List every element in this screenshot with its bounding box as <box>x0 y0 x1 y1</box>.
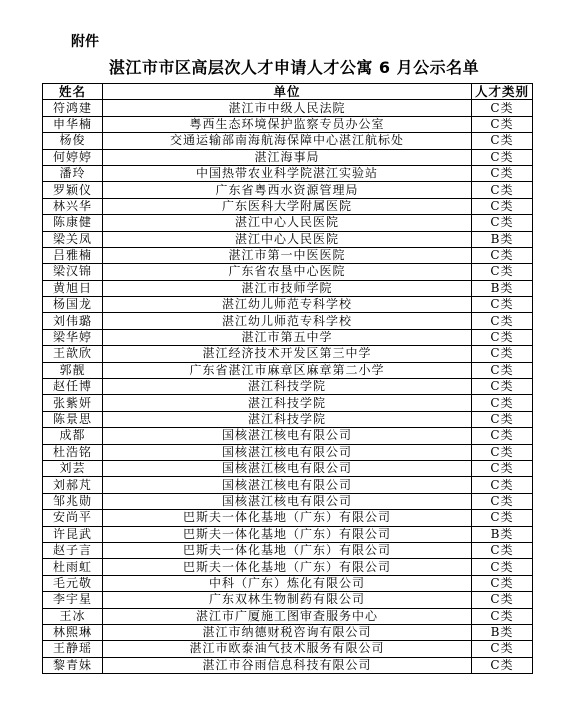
table-row <box>43 182 533 198</box>
category-cell: C类 <box>472 510 533 526</box>
category-cell: C类 <box>472 247 533 263</box>
unit-cell: 湛江中心人民医院 <box>103 215 472 231</box>
table-row <box>43 297 533 313</box>
category-cell: C类 <box>472 411 533 427</box>
unit-cell: 湛江幼儿师范专科学校 <box>103 313 472 329</box>
name-cell: 罗颖仪 <box>43 182 103 198</box>
table-row <box>43 477 533 493</box>
unit-cell: 国核湛江核电有限公司 <box>103 477 472 493</box>
table-row <box>43 280 533 296</box>
table-row <box>43 264 533 280</box>
name-cell: 黎青妹 <box>43 657 103 673</box>
name-cell: 张紫妍 <box>43 395 103 411</box>
unit-cell: 巴斯夫一体化基地（广东）有限公司 <box>103 559 472 575</box>
unit-cell: 湛江海事局 <box>103 149 472 165</box>
category-cell: C类 <box>472 133 533 149</box>
name-cell: 陈景思 <box>43 411 103 427</box>
unit-cell: 湛江经济技术开发区第三中学 <box>103 346 472 362</box>
table-row <box>43 411 533 427</box>
category-cell: C类 <box>472 116 533 132</box>
table-header-row <box>43 84 533 100</box>
table-row <box>43 542 533 558</box>
unit-cell: 交通运输部南海航海保障中心湛江航标处 <box>103 133 472 149</box>
table-row <box>43 100 533 116</box>
name-cell: 林熙琳 <box>43 624 103 640</box>
unit-cell: 广东省粤西水资源管理局 <box>103 182 472 198</box>
name-cell: 杨俊 <box>43 133 103 149</box>
category-cell: C类 <box>472 215 533 231</box>
name-cell: 杨国龙 <box>43 297 103 313</box>
name-cell: 陈康健 <box>43 215 103 231</box>
category-cell: C类 <box>472 362 533 378</box>
category-cell: C类 <box>472 165 533 181</box>
category-cell: B类 <box>472 526 533 542</box>
table-row <box>43 624 533 640</box>
table-row <box>43 428 533 444</box>
table-row <box>43 247 533 263</box>
name-cell: 杜浩铭 <box>43 444 103 460</box>
name-cell: 成都 <box>43 428 103 444</box>
table-row <box>43 608 533 624</box>
category-cell: C类 <box>472 477 533 493</box>
category-cell: B类 <box>472 231 533 247</box>
category-cell: C类 <box>472 575 533 591</box>
table-row <box>43 379 533 395</box>
name-cell: 梁汉锦 <box>43 264 103 280</box>
table-row <box>43 313 533 329</box>
unit-cell: 湛江市广厦施工图审查服务中心 <box>103 608 472 624</box>
category-cell: C类 <box>472 460 533 476</box>
category-cell: C类 <box>472 149 533 165</box>
category-cell: C类 <box>472 608 533 624</box>
name-cell: 何婷婷 <box>43 149 103 165</box>
name-cell: 王静瑶 <box>43 641 103 657</box>
table-row <box>43 346 533 362</box>
category-cell: C类 <box>472 641 533 657</box>
column-header-category: 人才类别 <box>472 84 533 100</box>
table-row <box>43 362 533 378</box>
category-cell: B类 <box>472 624 533 640</box>
name-cell: 王冰 <box>43 608 103 624</box>
unit-cell: 湛江市中级人民法院 <box>103 100 472 116</box>
name-cell: 赵子言 <box>43 542 103 558</box>
unit-cell: 中科（广东）炼化有限公司 <box>103 575 472 591</box>
unit-cell: 广东省湛江市麻章区麻章第二小学 <box>103 362 472 378</box>
unit-cell: 湛江市第五中学 <box>103 329 472 345</box>
table-row <box>43 526 533 542</box>
unit-cell: 湛江市纳德财税咨询有限公司 <box>103 624 472 640</box>
category-cell: C类 <box>472 297 533 313</box>
category-cell: C类 <box>472 592 533 608</box>
unit-cell: 广东医科大学附属医院 <box>103 198 472 214</box>
name-cell: 毛元敬 <box>43 575 103 591</box>
table-row <box>43 149 533 165</box>
name-cell: 邹兆勋 <box>43 493 103 509</box>
name-cell: 李宇星 <box>43 592 103 608</box>
name-cell: 梁华婷 <box>43 329 103 345</box>
name-cell: 刘郝芃 <box>43 477 103 493</box>
table-row <box>43 592 533 608</box>
unit-cell: 湛江市谷雨信息科技有限公司 <box>103 657 472 673</box>
category-cell: C类 <box>472 428 533 444</box>
category-cell: C类 <box>472 264 533 280</box>
talent-list-table <box>42 83 533 674</box>
table-row <box>43 575 533 591</box>
name-cell: 申华楠 <box>43 116 103 132</box>
name-cell: 杜雨虹 <box>43 559 103 575</box>
table-row <box>43 215 533 231</box>
unit-cell: 湛江中心人民医院 <box>103 231 472 247</box>
category-cell: B类 <box>472 280 533 296</box>
unit-cell: 国核湛江核电有限公司 <box>103 460 472 476</box>
name-cell: 潘玲 <box>43 165 103 181</box>
table-row <box>43 444 533 460</box>
category-cell: C类 <box>472 395 533 411</box>
name-cell: 王歆欣 <box>43 346 103 362</box>
table-row <box>43 657 533 673</box>
name-cell: 符鸿建 <box>43 100 103 116</box>
column-header-name: 姓名 <box>43 84 103 100</box>
unit-cell: 广东省农垦中心医院 <box>103 264 472 280</box>
category-cell: C类 <box>472 493 533 509</box>
category-cell: C类 <box>472 444 533 460</box>
table-row <box>43 395 533 411</box>
category-cell: C类 <box>472 657 533 673</box>
unit-cell: 巴斯夫一体化基地（广东）有限公司 <box>103 526 472 542</box>
category-cell: C类 <box>472 346 533 362</box>
unit-cell: 湛江幼儿师范专科学校 <box>103 297 472 313</box>
unit-cell: 巴斯夫一体化基地（广东）有限公司 <box>103 542 472 558</box>
unit-cell: 广东双林生物制药有限公司 <box>103 592 472 608</box>
document-title: 湛江市市区高层次人才申请人才公寓 6 月公示名单 <box>108 58 480 77</box>
unit-cell: 湛江科技学院 <box>103 411 472 427</box>
table-row <box>43 133 533 149</box>
name-cell: 吕雅楠 <box>43 247 103 263</box>
category-cell: C类 <box>472 198 533 214</box>
name-cell: 许昆武 <box>43 526 103 542</box>
category-cell: C类 <box>472 329 533 345</box>
name-cell: 安尚平 <box>43 510 103 526</box>
table-row <box>43 329 533 345</box>
name-cell: 梁关凤 <box>43 231 103 247</box>
name-cell: 黄旭日 <box>43 280 103 296</box>
unit-cell: 巴斯夫一体化基地（广东）有限公司 <box>103 510 472 526</box>
name-cell: 赵任博 <box>43 379 103 395</box>
category-cell: C类 <box>472 542 533 558</box>
name-cell: 刘伟璐 <box>43 313 103 329</box>
attachment-label: 附件 <box>71 34 99 50</box>
unit-cell: 国核湛江核电有限公司 <box>103 428 472 444</box>
name-cell: 刘芸 <box>43 460 103 476</box>
category-cell: C类 <box>472 100 533 116</box>
unit-cell: 湛江市技师学院 <box>103 280 472 296</box>
table-row <box>43 231 533 247</box>
unit-cell: 国核湛江核电有限公司 <box>103 444 472 460</box>
unit-cell: 湛江科技学院 <box>103 379 472 395</box>
table-row <box>43 165 533 181</box>
unit-cell: 粤西生态环境保护监察专员办公室 <box>103 116 472 132</box>
table-row <box>43 493 533 509</box>
name-cell: 郭靓 <box>43 362 103 378</box>
category-cell: C类 <box>472 182 533 198</box>
name-cell: 林兴华 <box>43 198 103 214</box>
unit-cell: 湛江市第一中医医院 <box>103 247 472 263</box>
table-row <box>43 510 533 526</box>
unit-cell: 中国热带农业科学院湛江实验站 <box>103 165 472 181</box>
category-cell: C类 <box>472 313 533 329</box>
table-row <box>43 198 533 214</box>
category-cell: C类 <box>472 379 533 395</box>
unit-cell: 湛江市欧泰油气技术服务有限公司 <box>103 641 472 657</box>
unit-cell: 湛江科技学院 <box>103 395 472 411</box>
column-header-unit: 单位 <box>103 84 472 100</box>
category-cell: C类 <box>472 559 533 575</box>
table-row <box>43 641 533 657</box>
table-row <box>43 559 533 575</box>
unit-cell: 国核湛江核电有限公司 <box>103 493 472 509</box>
table-row <box>43 116 533 132</box>
table-row <box>43 460 533 476</box>
